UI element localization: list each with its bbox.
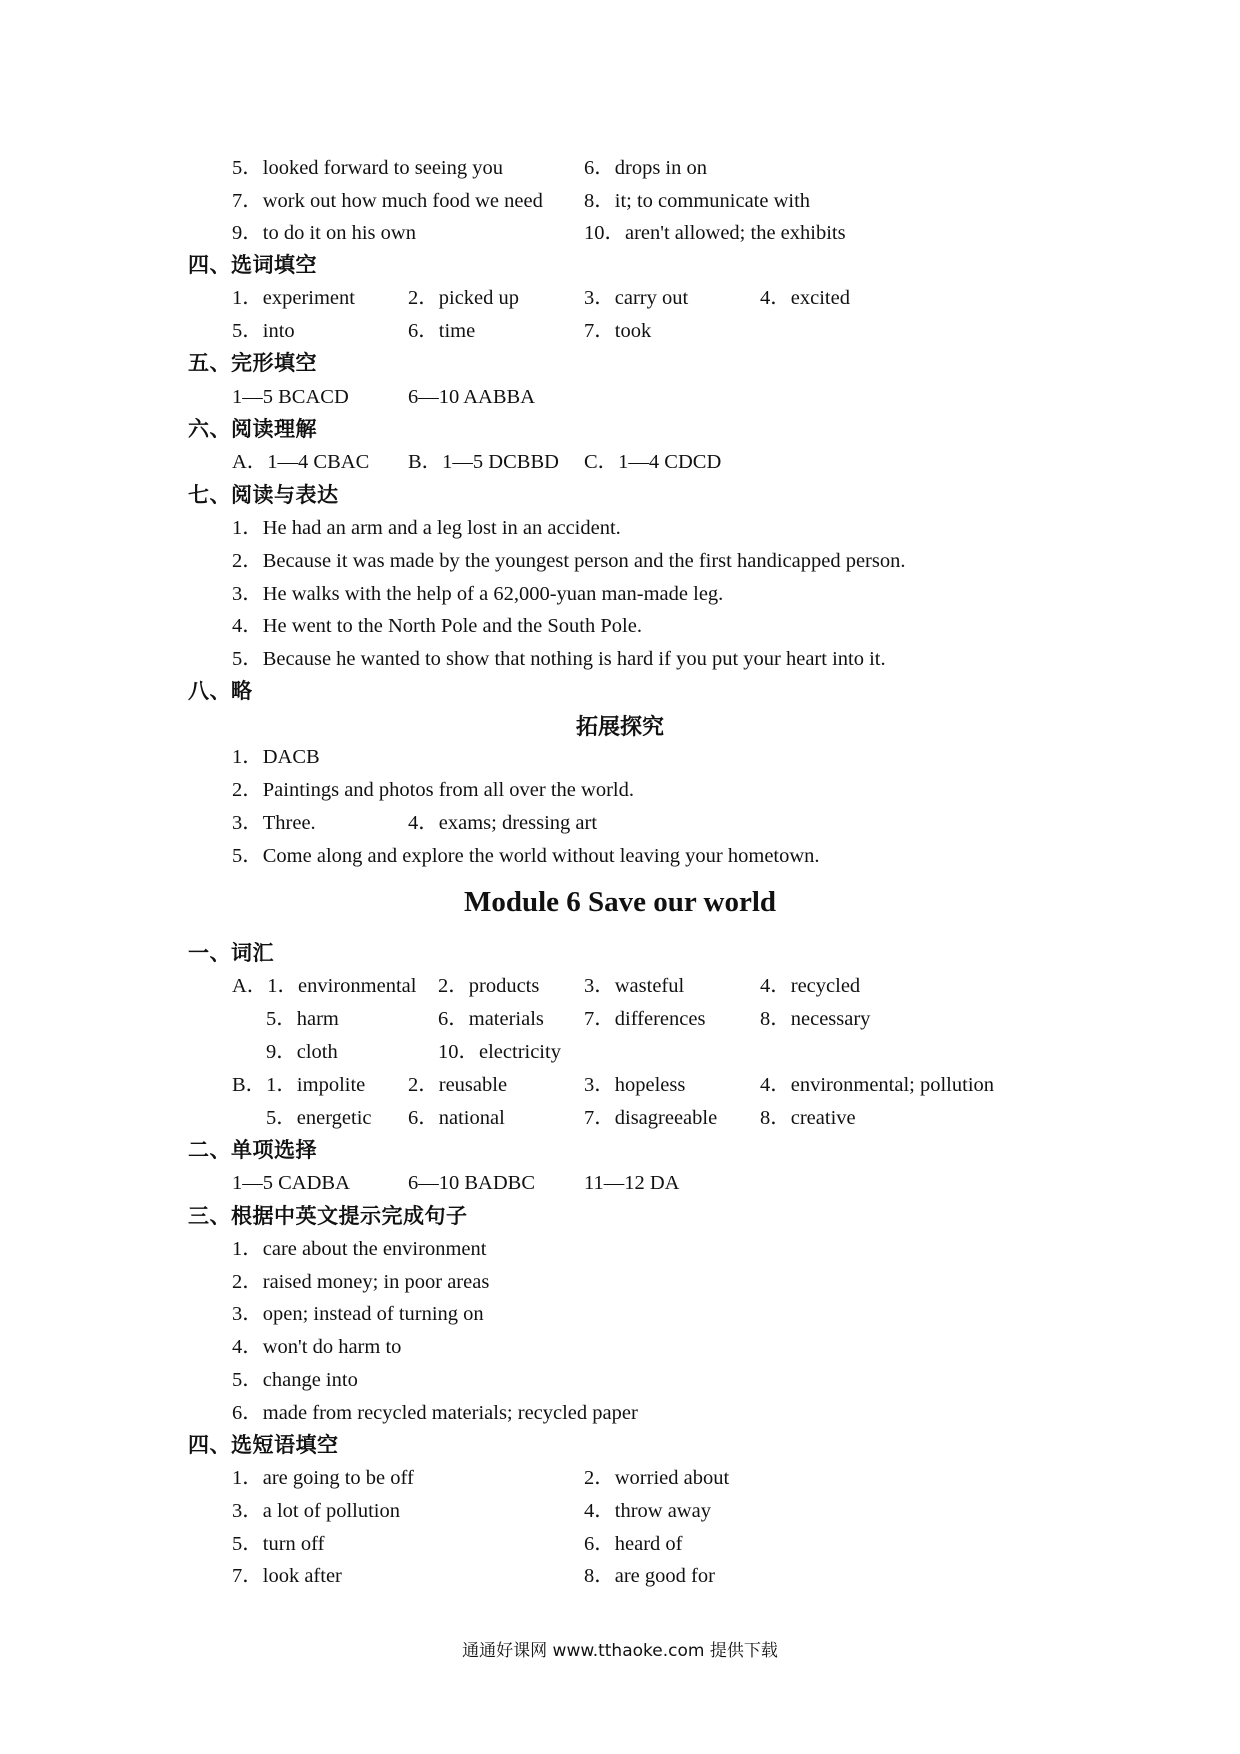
answer-line: 3．open; instead of turning on — [232, 1303, 484, 1325]
answer-line: 5．Because he wanted to show that nothing is hard if you put your heart into it. — [232, 648, 886, 670]
answer-line: 2．products — [438, 975, 540, 997]
answer-line: 7．disagreeable — [584, 1107, 718, 1129]
answer-line: 3．wasteful — [584, 975, 685, 997]
answer-line: A．1—4 CBAC — [232, 451, 370, 473]
answer-line: B．1—5 DCBBD — [408, 451, 559, 473]
module-title: Module 6 Save our world — [463, 886, 777, 918]
answer-line: 7．look after — [232, 1565, 342, 1587]
answer-line: 1．experiment — [232, 287, 355, 309]
section-heading: 二、单项选择 — [188, 1138, 317, 1162]
answer-line: 10．aren't allowed; the exhibits — [584, 222, 846, 244]
answer-line: 1．DACB — [232, 746, 320, 768]
answer-line: 8．creative — [760, 1107, 856, 1129]
answer-line: 6．drops in on — [584, 157, 707, 179]
answer-line: 4．won't do harm to — [232, 1336, 402, 1358]
answer-line: 3．He walks with the help of a 62,000-yuan man-made leg. — [232, 583, 724, 605]
answer-line: 2．reusable — [408, 1074, 508, 1096]
answer-line: 3．carry out — [584, 287, 689, 309]
answer-line: 8．it; to communicate with — [584, 190, 811, 212]
answer-line: 1—5 CADBA — [232, 1172, 350, 1194]
footer-source: 通通好课网 www.tthaoke.com 提供下载 — [462, 1641, 778, 1661]
answer-line: 3．Three. — [232, 812, 316, 834]
answer-line: 9．cloth — [266, 1041, 338, 1063]
answer-line: 6．materials — [438, 1008, 544, 1030]
answer-line: 6．time — [408, 320, 476, 342]
answer-line: 3．a lot of pollution — [232, 1500, 400, 1522]
answer-line: 8．necessary — [760, 1008, 871, 1030]
answer-line: 4．He went to the North Pole and the South Pole. — [232, 615, 642, 637]
answer-line: 1．care about the environment — [232, 1238, 487, 1260]
section-heading: 七、阅读与表达 — [188, 483, 339, 507]
answer-line: 2．worried about — [584, 1467, 730, 1489]
answer-line: 4．throw away — [584, 1500, 711, 1522]
section-heading: 一、词汇 — [188, 941, 274, 965]
answer-line: C．1—4 CDCD — [584, 451, 722, 473]
answer-line: 11—12 DA — [584, 1172, 680, 1194]
answer-line: 4．environmental; pollution — [760, 1074, 995, 1096]
section-heading: 五、完形填空 — [188, 351, 317, 375]
answer-line: 10．electricity — [438, 1041, 561, 1063]
answer-line: 2．Because it was made by the youngest person and the first handicapped person. — [232, 550, 906, 572]
answer-line: 6．national — [408, 1107, 505, 1129]
answer-line: 1—5 BCACD — [232, 386, 349, 408]
answer-line: 6—10 BADBC — [408, 1172, 536, 1194]
answer-line: 6—10 AABBA — [408, 386, 536, 408]
answer-line: 5．looked forward to seeing you — [232, 157, 503, 179]
section-heading: 六、阅读理解 — [188, 417, 317, 441]
answer-line: 2．Paintings and photos from all over the world. — [232, 779, 634, 801]
answer-line: 6．heard of — [584, 1533, 683, 1555]
answer-line: 5．harm — [266, 1008, 339, 1030]
answer-line: 7．work out how much food we need — [232, 190, 543, 212]
answer-line: 4．exams; dressing art — [408, 812, 598, 834]
extension-title: 拓展探究 — [575, 715, 664, 740]
answer-line: 4．excited — [760, 287, 850, 309]
answer-line: 1．are going to be off — [232, 1467, 414, 1489]
section-heading: 八、略 — [188, 679, 253, 703]
answer-line: 1．He had an arm and a leg lost in an accident. — [232, 517, 621, 539]
section-heading: 三、根据中英文提示完成句子 — [188, 1204, 468, 1228]
answer-line: 5．into — [232, 320, 295, 342]
answer-line: 9．to do it on his own — [232, 222, 416, 244]
answer-line: 5．turn off — [232, 1533, 325, 1555]
answer-line: A．1．environmental — [232, 975, 417, 997]
answer-line: 4．recycled — [760, 975, 861, 997]
answer-line: 2．raised money; in poor areas — [232, 1271, 490, 1293]
answer-line: 5．change into — [232, 1369, 358, 1391]
answer-line: 5．energetic — [266, 1107, 372, 1129]
answer-line: 7．differences — [584, 1008, 706, 1030]
answer-line: 5．Come along and explore the world without leaving your hometown. — [232, 845, 820, 867]
section-heading: 四、选短语填空 — [188, 1433, 339, 1457]
answer-line: 6．made from recycled materials; recycled paper — [232, 1402, 638, 1424]
section-heading: 四、选词填空 — [188, 253, 317, 277]
answer-line: 7．took — [584, 320, 652, 342]
answer-line: 3．hopeless — [584, 1074, 686, 1096]
answer-line: 8．are good for — [584, 1565, 715, 1587]
answer-line: 2．picked up — [408, 287, 520, 309]
answer-line: B．1．impolite — [232, 1074, 366, 1096]
